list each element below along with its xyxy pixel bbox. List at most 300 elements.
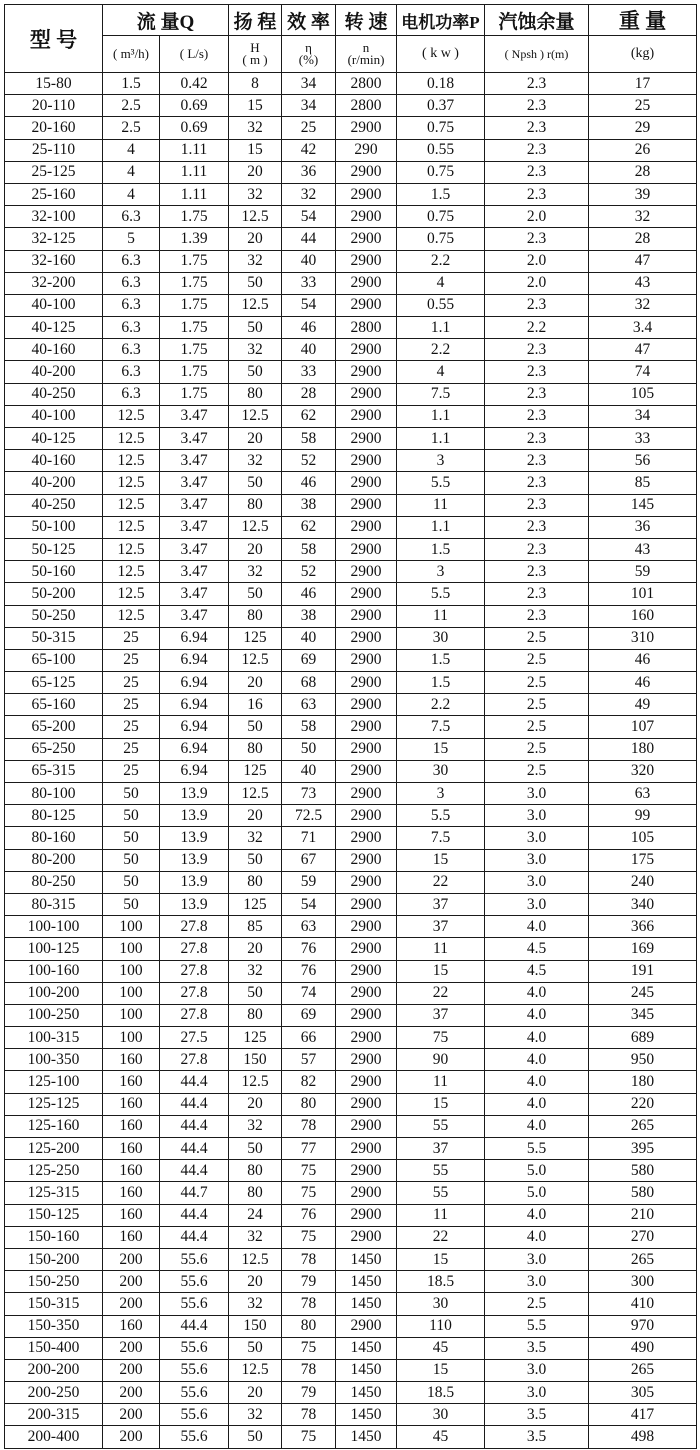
cell-efficiency: 42	[282, 139, 336, 161]
cell-flow-m3h: 160	[103, 1071, 160, 1093]
cell-flow-m3h: 200	[103, 1404, 160, 1426]
table-row	[5, 1293, 697, 1315]
cell-power: 4	[397, 361, 485, 383]
cell-flow-ls: 3.47	[160, 494, 229, 516]
unit-npsh: ( Npsh ) r(m)	[485, 36, 589, 73]
cell-efficiency: 33	[282, 272, 336, 294]
cell-flow-ls: 13.9	[160, 849, 229, 871]
cell-head: 16	[229, 694, 282, 716]
cell-flow-ls: 55.6	[160, 1404, 229, 1426]
cell-weight: 305	[589, 1382, 697, 1404]
cell-flow-m3h: 50	[103, 871, 160, 893]
table-row	[5, 383, 697, 405]
cell-speed: 2900	[336, 405, 397, 427]
cell-npsh: 2.5	[485, 672, 589, 694]
table-row	[5, 161, 697, 183]
cell-flow-ls: 0.42	[160, 73, 229, 95]
table-row	[5, 627, 697, 649]
cell-power: 0.75	[397, 161, 485, 183]
cell-head: 80	[229, 383, 282, 405]
cell-speed: 2900	[336, 1027, 397, 1049]
cell-efficiency: 40	[282, 339, 336, 361]
cell-model: 65-160	[5, 694, 103, 716]
cell-speed: 2900	[336, 760, 397, 782]
cell-flow-ls: 6.94	[160, 716, 229, 738]
cell-efficiency: 75	[282, 1426, 336, 1448]
cell-flow-ls: 6.94	[160, 694, 229, 716]
cell-head: 50	[229, 982, 282, 1004]
table-row	[5, 827, 697, 849]
cell-npsh: 2.3	[485, 228, 589, 250]
cell-power: 0.75	[397, 228, 485, 250]
cell-npsh: 3.0	[485, 1271, 589, 1293]
cell-weight: 970	[589, 1315, 697, 1337]
cell-weight: 49	[589, 694, 697, 716]
table-row	[5, 938, 697, 960]
cell-power: 11	[397, 605, 485, 627]
cell-head: 125	[229, 1027, 282, 1049]
cell-speed: 2900	[336, 627, 397, 649]
cell-speed: 2900	[336, 916, 397, 938]
cell-weight: 180	[589, 1071, 697, 1093]
cell-speed: 2900	[336, 938, 397, 960]
cell-model: 100-160	[5, 960, 103, 982]
cell-speed: 2900	[336, 538, 397, 560]
cell-npsh: 2.3	[485, 95, 589, 117]
cell-power: 5.5	[397, 472, 485, 494]
cell-head: 20	[229, 428, 282, 450]
cell-flow-m3h: 50	[103, 849, 160, 871]
cell-power: 15	[397, 1093, 485, 1115]
cell-flow-m3h: 160	[103, 1226, 160, 1248]
cell-head: 80	[229, 1182, 282, 1204]
cell-power: 45	[397, 1337, 485, 1359]
table-row	[5, 1160, 697, 1182]
cell-flow-m3h: 160	[103, 1315, 160, 1337]
cell-model: 32-160	[5, 250, 103, 272]
cell-weight: 74	[589, 361, 697, 383]
cell-model: 40-125	[5, 317, 103, 339]
cell-power: 1.1	[397, 516, 485, 538]
table-row	[5, 117, 697, 139]
cell-head: 12.5	[229, 516, 282, 538]
cell-efficiency: 79	[282, 1382, 336, 1404]
cell-weight: 32	[589, 294, 697, 316]
cell-weight: 270	[589, 1226, 697, 1248]
cell-model: 32-100	[5, 206, 103, 228]
cell-weight: 32	[589, 206, 697, 228]
cell-npsh: 3.0	[485, 1359, 589, 1381]
cell-model: 40-250	[5, 494, 103, 516]
cell-speed: 2900	[336, 1315, 397, 1337]
cell-model: 50-200	[5, 583, 103, 605]
cell-speed: 2900	[336, 893, 397, 915]
cell-npsh: 4.0	[485, 1004, 589, 1026]
cell-flow-ls: 1.75	[160, 339, 229, 361]
cell-efficiency: 63	[282, 694, 336, 716]
cell-flow-ls: 44.4	[160, 1226, 229, 1248]
cell-efficiency: 75	[282, 1160, 336, 1182]
cell-efficiency: 54	[282, 893, 336, 915]
cell-speed: 2900	[336, 183, 397, 205]
cell-model: 32-125	[5, 228, 103, 250]
cell-model: 80-160	[5, 827, 103, 849]
cell-flow-m3h: 4	[103, 161, 160, 183]
cell-flow-ls: 1.11	[160, 161, 229, 183]
cell-power: 7.5	[397, 716, 485, 738]
cell-power: 5.5	[397, 583, 485, 605]
cell-weight: 689	[589, 1027, 697, 1049]
unit-power: ( k w )	[397, 36, 485, 73]
cell-speed: 2900	[336, 805, 397, 827]
cell-weight: 145	[589, 494, 697, 516]
cell-power: 1.1	[397, 317, 485, 339]
cell-head: 50	[229, 583, 282, 605]
pump-spec-table	[4, 4, 697, 1449]
cell-power: 4	[397, 272, 485, 294]
cell-power: 22	[397, 871, 485, 893]
cell-speed: 2900	[336, 982, 397, 1004]
cell-npsh: 3.5	[485, 1337, 589, 1359]
cell-flow-m3h: 100	[103, 1004, 160, 1026]
cell-head: 15	[229, 139, 282, 161]
cell-speed: 2900	[336, 494, 397, 516]
cell-flow-ls: 55.6	[160, 1248, 229, 1270]
cell-speed: 2900	[336, 738, 397, 760]
cell-flow-ls: 13.9	[160, 827, 229, 849]
cell-npsh: 2.3	[485, 383, 589, 405]
table-row	[5, 982, 697, 1004]
cell-npsh: 4.0	[485, 1049, 589, 1071]
cell-model: 50-250	[5, 605, 103, 627]
cell-model: 15-80	[5, 73, 103, 95]
cell-flow-m3h: 6.3	[103, 294, 160, 316]
eff-unit: (%)	[298, 52, 319, 67]
cell-power: 2.2	[397, 250, 485, 272]
cell-speed: 2900	[336, 827, 397, 849]
cell-weight: 245	[589, 982, 697, 1004]
table-row	[5, 561, 697, 583]
cell-efficiency: 62	[282, 405, 336, 427]
cell-speed: 2900	[336, 1160, 397, 1182]
cell-flow-m3h: 160	[103, 1204, 160, 1226]
cell-weight: 99	[589, 805, 697, 827]
cell-weight: 56	[589, 450, 697, 472]
cell-weight: 17	[589, 73, 697, 95]
table-row	[5, 1071, 697, 1093]
cell-flow-ls: 27.8	[160, 1004, 229, 1026]
cell-weight: 580	[589, 1160, 697, 1182]
cell-efficiency: 58	[282, 538, 336, 560]
cell-flow-ls: 3.47	[160, 516, 229, 538]
cell-power: 3	[397, 450, 485, 472]
cell-speed: 2900	[336, 472, 397, 494]
cell-power: 11	[397, 494, 485, 516]
cell-power: 7.5	[397, 383, 485, 405]
cell-flow-ls: 1.11	[160, 139, 229, 161]
cell-flow-m3h: 2.5	[103, 95, 160, 117]
cell-flow-ls: 1.39	[160, 228, 229, 250]
cell-efficiency: 68	[282, 672, 336, 694]
table-row	[5, 694, 697, 716]
cell-flow-ls: 3.47	[160, 472, 229, 494]
cell-head: 32	[229, 1115, 282, 1137]
cell-power: 1.1	[397, 405, 485, 427]
cell-npsh: 2.5	[485, 738, 589, 760]
cell-flow-ls: 1.75	[160, 272, 229, 294]
cell-model: 125-100	[5, 1071, 103, 1093]
table-row	[5, 228, 697, 250]
cell-flow-ls: 3.47	[160, 605, 229, 627]
table-row	[5, 294, 697, 316]
cell-efficiency: 76	[282, 960, 336, 982]
cell-power: 90	[397, 1049, 485, 1071]
table-row	[5, 805, 697, 827]
cell-weight: 85	[589, 472, 697, 494]
cell-speed: 2900	[336, 1204, 397, 1226]
cell-flow-m3h: 50	[103, 783, 160, 805]
cell-model: 200-200	[5, 1359, 103, 1381]
table-row	[5, 1138, 697, 1160]
cell-model: 100-125	[5, 938, 103, 960]
cell-power: 5.5	[397, 805, 485, 827]
table-row	[5, 1382, 697, 1404]
table-row	[5, 738, 697, 760]
cell-flow-m3h: 25	[103, 672, 160, 694]
cell-head: 32	[229, 561, 282, 583]
cell-weight: 34	[589, 405, 697, 427]
cell-power: 75	[397, 1027, 485, 1049]
cell-flow-m3h: 25	[103, 649, 160, 671]
cell-model: 100-315	[5, 1027, 103, 1049]
cell-speed: 2900	[336, 716, 397, 738]
cell-speed: 2900	[336, 605, 397, 627]
cell-flow-ls: 13.9	[160, 871, 229, 893]
cell-flow-ls: 44.4	[160, 1160, 229, 1182]
cell-speed: 2900	[336, 228, 397, 250]
cell-speed: 2900	[336, 383, 397, 405]
cell-npsh: 2.0	[485, 250, 589, 272]
cell-flow-m3h: 12.5	[103, 428, 160, 450]
cell-flow-ls: 3.47	[160, 428, 229, 450]
cell-speed: 2900	[336, 849, 397, 871]
cell-flow-ls: 3.47	[160, 561, 229, 583]
table-row	[5, 1248, 697, 1270]
cell-flow-m3h: 200	[103, 1426, 160, 1448]
cell-weight: 410	[589, 1293, 697, 1315]
cell-flow-ls: 6.94	[160, 627, 229, 649]
cell-flow-ls: 55.6	[160, 1382, 229, 1404]
cell-power: 55	[397, 1115, 485, 1137]
cell-npsh: 4.0	[485, 1093, 589, 1115]
cell-head: 50	[229, 1426, 282, 1448]
cell-npsh: 3.0	[485, 805, 589, 827]
cell-npsh: 3.0	[485, 1382, 589, 1404]
cell-power: 37	[397, 1004, 485, 1026]
cell-flow-ls: 27.8	[160, 982, 229, 1004]
cell-weight: 3.4	[589, 317, 697, 339]
cell-power: 30	[397, 1404, 485, 1426]
cell-model: 65-250	[5, 738, 103, 760]
cell-head: 20	[229, 672, 282, 694]
cell-model: 40-200	[5, 472, 103, 494]
cell-head: 20	[229, 161, 282, 183]
table-row	[5, 605, 697, 627]
cell-speed: 1450	[336, 1359, 397, 1381]
cell-efficiency: 62	[282, 516, 336, 538]
cell-npsh: 2.3	[485, 339, 589, 361]
table-row	[5, 1359, 697, 1381]
cell-head: 12.5	[229, 1359, 282, 1381]
cell-model: 40-125	[5, 428, 103, 450]
cell-model: 200-400	[5, 1426, 103, 1448]
head-unit: ( m )	[242, 52, 268, 67]
cell-efficiency: 25	[282, 117, 336, 139]
cell-power: 15	[397, 960, 485, 982]
cell-power: 55	[397, 1182, 485, 1204]
cell-flow-ls: 13.9	[160, 805, 229, 827]
cell-weight: 417	[589, 1404, 697, 1426]
cell-npsh: 2.3	[485, 183, 589, 205]
cell-model: 50-160	[5, 561, 103, 583]
cell-weight: 220	[589, 1093, 697, 1115]
cell-npsh: 3.0	[485, 849, 589, 871]
cell-weight: 59	[589, 561, 697, 583]
cell-efficiency: 73	[282, 783, 336, 805]
cell-head: 12.5	[229, 1248, 282, 1270]
cell-speed: 2900	[336, 339, 397, 361]
cell-efficiency: 58	[282, 716, 336, 738]
cell-model: 32-200	[5, 272, 103, 294]
cell-efficiency: 44	[282, 228, 336, 250]
cell-head: 32	[229, 960, 282, 982]
cell-npsh: 2.5	[485, 627, 589, 649]
cell-weight: 46	[589, 672, 697, 694]
cell-weight: 265	[589, 1359, 697, 1381]
cell-flow-ls: 44.4	[160, 1204, 229, 1226]
cell-npsh: 2.3	[485, 405, 589, 427]
cell-speed: 2900	[336, 250, 397, 272]
table-row	[5, 516, 697, 538]
cell-flow-m3h: 160	[103, 1049, 160, 1071]
header-speed: 转 速	[336, 5, 397, 36]
table-row	[5, 183, 697, 205]
cell-npsh: 4.0	[485, 982, 589, 1004]
cell-head: 20	[229, 938, 282, 960]
cell-flow-ls: 27.5	[160, 1027, 229, 1049]
cell-weight: 43	[589, 538, 697, 560]
cell-npsh: 2.3	[485, 605, 589, 627]
cell-model: 100-350	[5, 1049, 103, 1071]
unit-efficiency	[282, 36, 336, 73]
cell-head: 32	[229, 1226, 282, 1248]
cell-head: 20	[229, 805, 282, 827]
cell-efficiency: 50	[282, 738, 336, 760]
cell-power: 15	[397, 849, 485, 871]
cell-head: 15	[229, 95, 282, 117]
cell-flow-m3h: 50	[103, 827, 160, 849]
cell-flow-ls: 0.69	[160, 117, 229, 139]
cell-flow-ls: 3.47	[160, 583, 229, 605]
cell-flow-ls: 1.75	[160, 250, 229, 272]
cell-npsh: 2.3	[485, 73, 589, 95]
cell-model: 125-200	[5, 1138, 103, 1160]
cell-speed: 2800	[336, 73, 397, 95]
cell-flow-ls: 44.7	[160, 1182, 229, 1204]
cell-npsh: 2.3	[485, 516, 589, 538]
table-row	[5, 1115, 697, 1137]
cell-flow-m3h: 12.5	[103, 405, 160, 427]
cell-efficiency: 32	[282, 183, 336, 205]
cell-flow-m3h: 4	[103, 183, 160, 205]
cell-power: 30	[397, 1293, 485, 1315]
cell-efficiency: 78	[282, 1359, 336, 1381]
cell-weight: 39	[589, 183, 697, 205]
cell-model: 80-315	[5, 893, 103, 915]
cell-npsh: 2.5	[485, 694, 589, 716]
table-row	[5, 916, 697, 938]
cell-flow-m3h: 6.3	[103, 339, 160, 361]
cell-speed: 2900	[336, 516, 397, 538]
cell-weight: 191	[589, 960, 697, 982]
header-row-1	[5, 5, 697, 36]
cell-flow-m3h: 200	[103, 1271, 160, 1293]
cell-head: 12.5	[229, 294, 282, 316]
cell-model: 150-200	[5, 1248, 103, 1270]
table-row	[5, 1004, 697, 1026]
cell-efficiency: 80	[282, 1315, 336, 1337]
cell-model: 40-250	[5, 383, 103, 405]
cell-efficiency: 38	[282, 605, 336, 627]
cell-power: 11	[397, 1071, 485, 1093]
cell-model: 125-125	[5, 1093, 103, 1115]
cell-power: 15	[397, 1359, 485, 1381]
cell-flow-m3h: 200	[103, 1248, 160, 1270]
cell-efficiency: 58	[282, 428, 336, 450]
cell-efficiency: 59	[282, 871, 336, 893]
cell-flow-m3h: 12.5	[103, 516, 160, 538]
cell-npsh: 2.2	[485, 317, 589, 339]
cell-npsh: 3.0	[485, 1248, 589, 1270]
cell-model: 65-200	[5, 716, 103, 738]
cell-flow-m3h: 1.5	[103, 73, 160, 95]
cell-power: 45	[397, 1426, 485, 1448]
cell-model: 200-315	[5, 1404, 103, 1426]
cell-npsh: 2.3	[485, 450, 589, 472]
cell-efficiency: 82	[282, 1071, 336, 1093]
cell-flow-ls: 44.4	[160, 1071, 229, 1093]
cell-head: 20	[229, 538, 282, 560]
cell-speed: 2900	[336, 871, 397, 893]
table-row	[5, 361, 697, 383]
table-body	[5, 73, 697, 1449]
cell-flow-ls: 55.6	[160, 1337, 229, 1359]
cell-flow-ls: 3.47	[160, 538, 229, 560]
cell-power: 37	[397, 916, 485, 938]
cell-head: 32	[229, 827, 282, 849]
cell-npsh: 2.3	[485, 472, 589, 494]
cell-flow-m3h: 200	[103, 1382, 160, 1404]
cell-model: 80-250	[5, 871, 103, 893]
cell-speed: 1450	[336, 1337, 397, 1359]
cell-power: 11	[397, 938, 485, 960]
cell-flow-m3h: 12.5	[103, 450, 160, 472]
cell-flow-ls: 1.75	[160, 294, 229, 316]
cell-head: 32	[229, 1293, 282, 1315]
cell-efficiency: 46	[282, 472, 336, 494]
cell-npsh: 2.5	[485, 649, 589, 671]
cell-flow-m3h: 50	[103, 805, 160, 827]
